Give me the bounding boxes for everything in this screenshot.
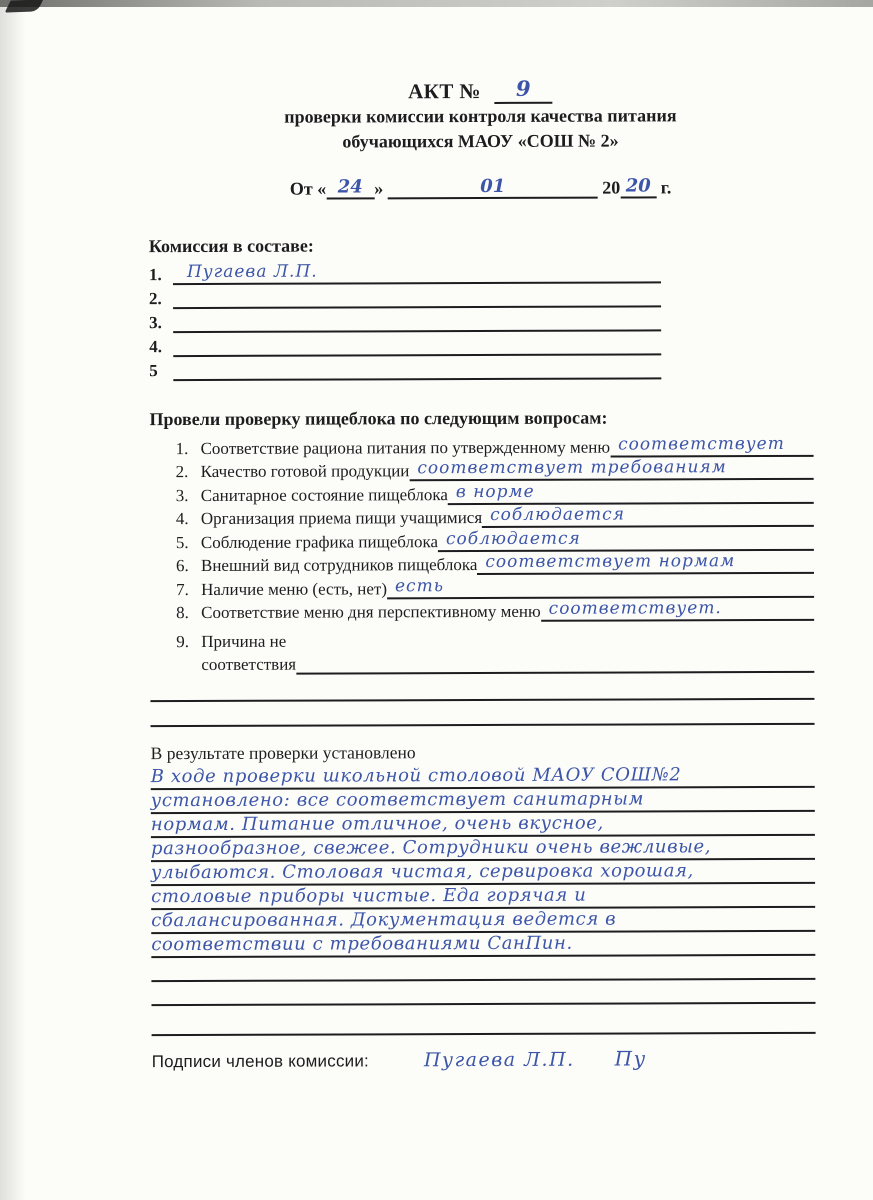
check-item-number: 6. bbox=[175, 556, 189, 576]
check-item-label: Санитарное состояние пищеблока bbox=[200, 484, 448, 505]
scan-artifact-top-edge bbox=[0, 0, 873, 7]
date-year-line bbox=[620, 175, 656, 198]
check-item-number: 7. bbox=[176, 579, 189, 599]
check-item-number: 3. bbox=[175, 485, 189, 505]
check-item-label: Соответствие меню дня перспективному меню bbox=[201, 601, 541, 622]
check-item-answer-line bbox=[409, 459, 813, 481]
check-item-answer-handwritten: соответствует bbox=[618, 433, 785, 455]
commission-list bbox=[149, 259, 813, 381]
date-close-quote: » bbox=[374, 178, 384, 199]
check-item-answer-handwritten: есть bbox=[394, 575, 444, 596]
pre-signature-blank-line bbox=[152, 1032, 816, 1036]
reason-row-second bbox=[176, 649, 814, 675]
check-item-number: 4. bbox=[175, 509, 189, 529]
check-item-answer-line bbox=[610, 435, 814, 457]
check-item-answer-handwritten: соблюдается bbox=[490, 504, 625, 525]
member-name-line bbox=[173, 357, 661, 381]
doc-subtitle-2: обучающихся МАОУ «СОШ № 2» bbox=[342, 130, 619, 152]
result-line bbox=[151, 764, 815, 790]
check-section bbox=[149, 407, 814, 727]
result-handwritten-text: В ходе проверки школьной столовой МАОУ СОШ№2 bbox=[150, 764, 682, 788]
check-item-label: Организация приема пищи учащимися bbox=[200, 507, 483, 528]
check-item-number: 2. bbox=[175, 462, 189, 482]
member-name-line bbox=[173, 333, 661, 357]
check-item-number: 1. bbox=[175, 438, 189, 458]
result-handwritten-text: разнообразное, свежее. Сотрудники очень вежливые, bbox=[150, 836, 712, 860]
member-number: 5 bbox=[149, 361, 158, 381]
commission-member-row bbox=[149, 331, 661, 357]
member-name-handwritten: Пугаева Л.П. bbox=[186, 261, 318, 283]
commission-member-row bbox=[149, 307, 661, 333]
reason-row-first bbox=[176, 626, 814, 652]
date-month-line bbox=[388, 176, 598, 200]
check-item-row bbox=[176, 574, 814, 600]
check-item-row bbox=[176, 433, 814, 459]
result-line bbox=[151, 812, 815, 838]
reason-blank-line bbox=[150, 675, 814, 702]
check-item-answer-handwritten: соответствует требованиям bbox=[417, 457, 727, 479]
date-line bbox=[149, 175, 813, 200]
result-handwritten-text: соответствии с требованиями СанПин. bbox=[151, 932, 573, 956]
check-item-row bbox=[176, 527, 814, 553]
doc-title-prefix: АКТ № bbox=[408, 79, 481, 104]
doc-subtitle-1: проверки комиссии контроля качества питания bbox=[284, 105, 677, 127]
commission-section bbox=[149, 234, 814, 381]
result-line bbox=[151, 788, 815, 814]
result-line bbox=[151, 980, 815, 1006]
check-item-number: 9. bbox=[176, 631, 190, 651]
doc-number-handwritten: 9 bbox=[515, 75, 532, 101]
check-item-answer-line bbox=[477, 553, 814, 575]
scan-artifact-corner-mark bbox=[5, 0, 44, 13]
check-item-answer-line bbox=[448, 482, 814, 504]
check-items-list bbox=[150, 433, 815, 623]
reason-blank-lines bbox=[150, 675, 814, 727]
reason-blank-line bbox=[150, 700, 814, 727]
check-item-label: Причина не bbox=[201, 631, 287, 651]
check-heading: Провели проверку пищеблока по следующим вопросам: bbox=[149, 407, 608, 430]
commission-member-row bbox=[149, 283, 661, 309]
result-line bbox=[151, 956, 815, 982]
commission-member-row bbox=[149, 355, 661, 381]
member-name-line bbox=[173, 285, 661, 309]
date-day-line bbox=[326, 176, 374, 199]
result-handwritten-text: улыбаются. Столовая чистая, сервировка хорошая, bbox=[151, 860, 694, 884]
check-item-label: Качество готовой продукции bbox=[200, 461, 410, 481]
check-item-row bbox=[176, 597, 814, 623]
date-suffix: г. bbox=[660, 177, 672, 198]
signature-row bbox=[152, 1046, 816, 1072]
check-item-label: Наличие меню (есть, нет) bbox=[201, 578, 388, 599]
check-item-answer-line bbox=[541, 600, 815, 622]
result-line bbox=[151, 860, 815, 886]
doc-number-line bbox=[494, 76, 552, 104]
commission-member-row bbox=[149, 259, 661, 285]
check-item-answer-handwritten: соответствует нормам bbox=[485, 551, 736, 572]
check-item-answer-line bbox=[387, 576, 814, 598]
check-item-answer-handwritten: соблюдается bbox=[445, 528, 581, 549]
check-item-label: Внешний вид сотрудников пищеблока bbox=[200, 555, 478, 575]
date-year-handwritten: 20 bbox=[625, 175, 651, 197]
result-handwritten-text: сбалансированная. Документация ведется в bbox=[151, 908, 617, 932]
result-handwritten-text: нормам. Питание отличное, очень вкусное, bbox=[150, 812, 604, 836]
result-line bbox=[151, 836, 815, 862]
check-item-label: соответствия bbox=[201, 654, 297, 674]
check-item-answer-line bbox=[482, 506, 814, 528]
member-name-line bbox=[173, 309, 661, 333]
check-item-row bbox=[176, 550, 814, 576]
reason-item bbox=[150, 626, 814, 675]
scan-artifact-left-edge bbox=[0, 0, 26, 1200]
member-number: 1. bbox=[148, 265, 162, 285]
result-line bbox=[151, 908, 815, 934]
check-item-answer-line bbox=[438, 529, 814, 551]
date-year-printed: 20 bbox=[602, 177, 621, 198]
commission-heading: Комиссия в составе: bbox=[148, 235, 314, 257]
signature-paraph-handwritten: Пу bbox=[614, 1046, 647, 1071]
check-item-row bbox=[176, 480, 814, 506]
check-item-label: Соответствие рациона питания по утвержденному меню bbox=[200, 437, 611, 458]
check-item-row bbox=[176, 503, 814, 529]
check-item-number: 8. bbox=[176, 603, 189, 623]
check-item-answer-handwritten: в норме bbox=[455, 481, 535, 502]
result-handwritten-text: установлено: все соответствует санитарным bbox=[150, 788, 644, 812]
member-number: 2. bbox=[149, 289, 162, 309]
result-heading: В результате проверки установлено bbox=[150, 742, 416, 764]
member-number: 4. bbox=[149, 337, 162, 357]
date-day-handwritten: 24 bbox=[337, 176, 363, 198]
result-section bbox=[151, 741, 816, 1006]
document-content bbox=[148, 75, 815, 1072]
check-item-label: Соблюдение графика пищеблока bbox=[200, 531, 439, 552]
result-line bbox=[151, 932, 815, 958]
result-handwritten-text: столовые приборы чистые. Еда горячая и bbox=[151, 884, 587, 908]
check-item-number: 5. bbox=[175, 532, 189, 552]
reason-answer-line bbox=[296, 652, 814, 675]
check-item-row bbox=[176, 456, 814, 482]
result-lines bbox=[151, 764, 816, 1006]
title-line bbox=[148, 75, 812, 105]
date-prefix: От « bbox=[289, 178, 327, 199]
signature-handwritten: Пугаева Л.П. bbox=[423, 1048, 575, 1072]
member-name-line bbox=[173, 261, 661, 285]
signature-label: Подписи членов комиссии: bbox=[151, 1051, 369, 1072]
result-line bbox=[151, 884, 815, 910]
date-month-handwritten: 01 bbox=[480, 175, 506, 198]
member-number: 3. bbox=[149, 313, 162, 333]
check-item-answer-handwritten: соответствует. bbox=[548, 598, 722, 619]
